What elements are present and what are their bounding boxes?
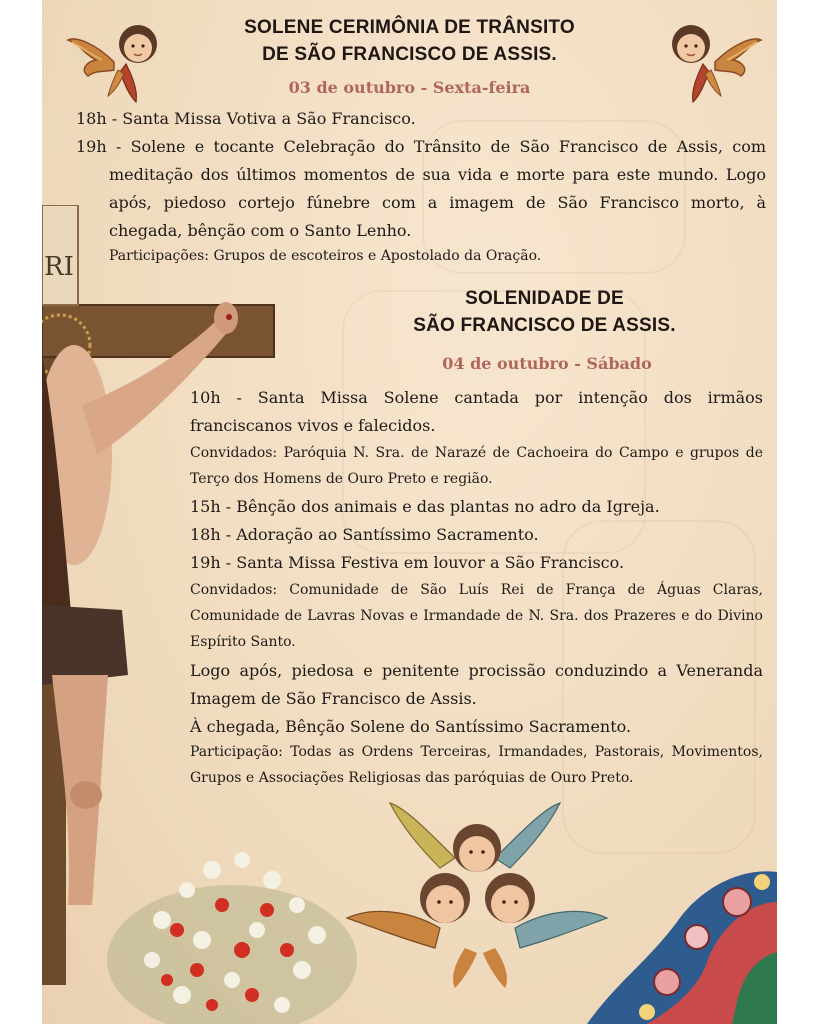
cherub-left-icon: [66, 14, 171, 104]
poster: [42, 0, 777, 1024]
section2-item-10h: 10h - Santa Missa Solene cantada por intenção dos irmãos franciscanos vivos e falecidos.: [190, 388, 763, 435]
section1-date: 03 de outubro - Sexta-feira: [288, 78, 531, 97]
section2-date: 04 de outubro - Sábado: [442, 354, 652, 373]
cross-inscription: RI: [44, 252, 74, 282]
baroque-ornament-icon: [587, 862, 777, 1024]
section2-participation: Participação: Todas as Ordens Terceiras, Irmandades, Pastorais, Movimentos, Grupos e Associações Religiosas das paróquias de Ouro Preto.: [190, 744, 763, 786]
section2-procession: Logo após, piedosa e penitente procissão conduzindo a Veneranda Imagem de São Francisco de Assis.: [190, 661, 763, 708]
section2-item-15h: 15h - Bênção dos animais e das plantas no adro da Igreja.: [190, 497, 660, 516]
section2-blessing: À chegada, Bênção Solene do Santíssimo Sacramento.: [190, 717, 632, 736]
section1-title-line2: DE SÃO FRANCISCO DE ASSIS.: [262, 44, 557, 65]
section1-participation: Participações: Grupos de escoteiros e Apostolado da Oração.: [109, 248, 542, 264]
section2-item-18h: 18h - Adoração ao Santíssimo Sacramento.: [190, 525, 539, 544]
section2-item-19h: 19h - Santa Missa Festiva em louvor a São Francisco.: [190, 553, 625, 572]
flowers-icon: [92, 820, 372, 1024]
section2-title-line1: SOLENIDADE DE: [465, 288, 624, 309]
section2-guests-1: Convidados: Paróquia N. Sra. de Narazé de Cachoeira do Campo e grupos de Terço dos Homens de Ouro Preto e região.: [190, 445, 763, 487]
section2-title: [382, 285, 707, 339]
section1-item-18h: 18h - Santa Missa Votiva a São Francisco.: [76, 109, 416, 128]
cherub-right-icon: [658, 14, 763, 104]
cherubs-group-icon: [345, 798, 610, 988]
section2-guests-2: Convidados: Comunidade de São Luís Rei de França de Águas Claras, Comunidade de Lavras Novas e Irmandade de N. Sra. dos Prazeres e do Divino Espírito Santo.: [190, 582, 763, 650]
section1-item-19h: 19h - Solene e tocante Celebração do Trânsito de São Francisco de Assis, com meditação dos últimos momentos de sua vida e morte para este mundo. Logo após, piedoso cortejo fúnebre com a imagem de São Francisco morto, à chegada, bênção com o Santo Lenho.: [76, 137, 766, 240]
section2-title-line2: SÃO FRANCISCO DE ASSIS.: [413, 315, 676, 336]
section1-title-line1: SOLENE CERIMÔNIA DE TRÂNSITO: [244, 17, 575, 38]
section1-title: [222, 14, 597, 68]
